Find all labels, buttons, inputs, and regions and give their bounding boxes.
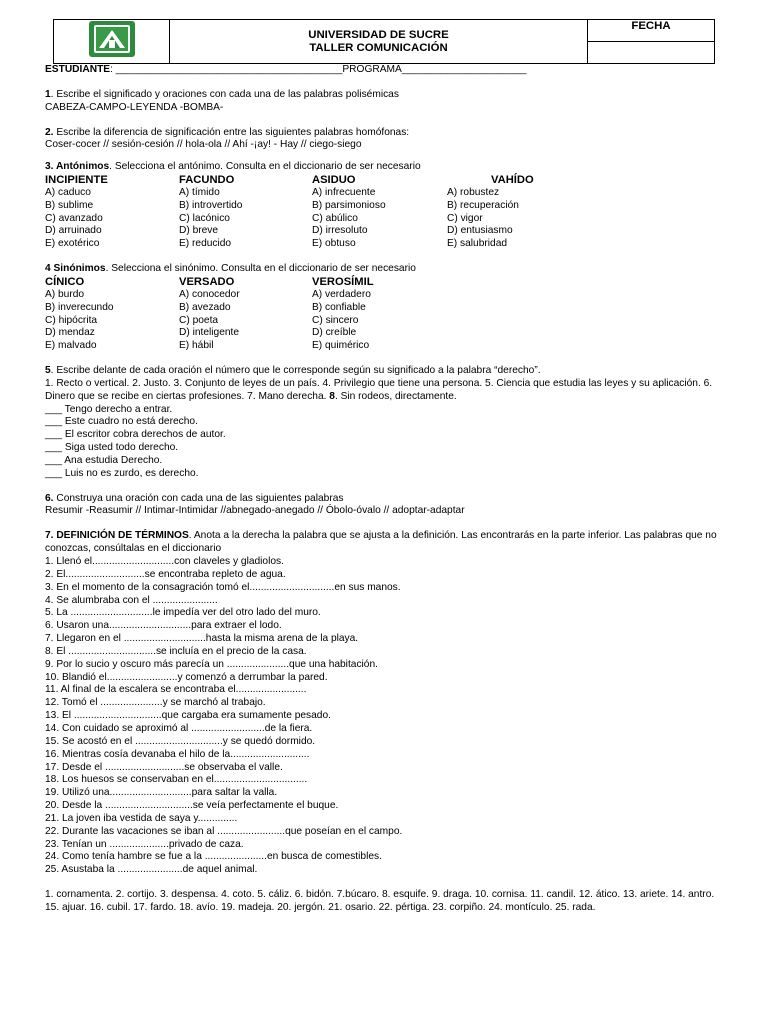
derecho-meanings: 1. Recto o vertical. 2. Justo. 3. Conjunto de leyes de un país. 4. Privilegio que tiene una persona. 5. Ciencia que estudia las leyes y su aplicación. 6. Dinero que se recibe en ciertas profesiones. 7. Mano derecha. 8. Sin rodeos, directamente. bbox=[45, 377, 713, 402]
antonym-option[interactable]: A) caduco bbox=[45, 186, 91, 198]
antonym-option[interactable]: B) sublime bbox=[45, 199, 94, 211]
definition-item[interactable]: 11. Al final de la escalera se encontraba el......................... bbox=[45, 684, 307, 696]
student-label: ESTUDIANTE bbox=[45, 64, 111, 75]
antonyms-header: FACUNDO bbox=[179, 174, 235, 187]
derecho-item[interactable]: ___ Tengo derecho a entrar. bbox=[45, 403, 173, 415]
definition-item[interactable]: 23. Tenían un .....................privado de caza. bbox=[45, 838, 244, 850]
antonym-option[interactable]: D) entusiasmo bbox=[447, 225, 513, 237]
definition-item[interactable]: 20. Desde la ...............................se veía perfectamente el buque. bbox=[45, 800, 339, 812]
synonyms-grid bbox=[45, 276, 725, 353]
synonym-option[interactable]: B) inverecundo bbox=[45, 301, 114, 313]
definition-item[interactable]: 7. Llegaron en el .............................hasta la misma arena de la playa. bbox=[45, 633, 359, 645]
synonym-option[interactable]: A) burdo bbox=[45, 288, 85, 300]
definition-item[interactable]: 1. Llenó el.............................con claveles y gladiolos. bbox=[45, 556, 284, 567]
antonym-option[interactable]: B) introvertido bbox=[179, 199, 243, 211]
shield-logo-icon bbox=[87, 20, 137, 58]
definition-item[interactable]: 3. En el momento de la consagración tomó el..............................en sus manos. bbox=[45, 581, 401, 593]
antonym-option[interactable]: A) robustez bbox=[447, 186, 500, 198]
definition-item[interactable]: 14. Con cuidado se aproximó al ..........................de la fiera. bbox=[45, 722, 313, 734]
antonym-option[interactable]: C) vigor bbox=[447, 212, 483, 224]
definition-item[interactable]: 12. Tomó el ......................y se marchó al trabajo. bbox=[45, 697, 266, 709]
antonyms-grid bbox=[45, 174, 725, 251]
antonym-option[interactable]: E) reducido bbox=[179, 238, 232, 250]
synonym-option[interactable]: A) conocedor bbox=[179, 288, 240, 300]
definition-item[interactable]: 6. Usaron una.............................para extraer el lodo. bbox=[45, 620, 282, 632]
antonyms-header: ASIDUO bbox=[312, 174, 356, 187]
header-title-cell bbox=[170, 20, 588, 64]
synonym-option[interactable]: C) sincero bbox=[312, 314, 359, 326]
student-line bbox=[45, 64, 725, 77]
antonym-option[interactable]: A) infrecuente bbox=[312, 186, 376, 198]
synonym-option[interactable]: D) mendaz bbox=[45, 327, 95, 339]
synonyms-header: VERSADO bbox=[179, 275, 235, 288]
definition-item[interactable]: 15. Se acostó en el ...............................y se quedó dormido. bbox=[45, 735, 316, 747]
antonym-option[interactable]: D) irresoluto bbox=[312, 225, 368, 237]
synonym-option[interactable]: C) hipócrita bbox=[45, 314, 98, 326]
definition-item[interactable]: 25. Asustaba la .......................de aquel animal. bbox=[45, 864, 258, 876]
synonym-option[interactable]: E) malvado bbox=[45, 340, 97, 352]
university-name: UNIVERSIDAD DE SUCRE bbox=[308, 28, 449, 41]
antonym-option[interactable]: E) exotérico bbox=[45, 238, 100, 250]
definition-item[interactable]: 22. Durante las vacaciones se iban al ........................que poseían en el campo. bbox=[45, 825, 403, 837]
derecho-item[interactable]: ___ Luis no es zurdo, es derecho. bbox=[45, 467, 199, 479]
definition-item[interactable]: 18. Los huesos se conservaban en el................................. bbox=[45, 774, 308, 786]
definition-item[interactable]: 4. Se alumbraba con el ....................... bbox=[45, 594, 218, 606]
antonym-option[interactable]: B) recuperación bbox=[447, 199, 519, 211]
fecha-label: FECHA bbox=[588, 20, 715, 42]
synonym-option[interactable]: E) hábil bbox=[179, 340, 214, 352]
fecha-field[interactable] bbox=[588, 42, 715, 64]
antonym-option[interactable]: B) parsimonioso bbox=[312, 199, 386, 211]
antonyms-header: INCIPIENTE bbox=[45, 174, 108, 187]
antonym-option[interactable]: A) tímido bbox=[179, 186, 220, 198]
university-logo bbox=[54, 20, 170, 64]
derecho-item[interactable]: ___ El escritor cobra derechos de autor. bbox=[45, 429, 226, 441]
course-name: TALLER COMUNICACIÓN bbox=[309, 41, 448, 54]
antonym-option[interactable]: C) abúlico bbox=[312, 212, 358, 224]
section-6-words: Resumir -Reasumir // Intimar-Intimidar //abnegado-anegado // Óbolo-óvalo // adoptar-adaptar bbox=[45, 505, 465, 517]
section-4-instruction: 4 Sinónimos. Selecciona el sinónimo. Consulta en el diccionario de ser necesario bbox=[45, 263, 416, 275]
antonym-option[interactable]: D) breve bbox=[179, 225, 219, 237]
synonym-option[interactable]: D) inteligente bbox=[179, 327, 240, 339]
definition-item[interactable]: 16. Mientras cosía devanaba el hilo de la............................ bbox=[45, 748, 310, 760]
synonym-option[interactable]: E) quimérico bbox=[312, 340, 370, 352]
synonym-option[interactable]: B) avezado bbox=[179, 301, 231, 313]
derecho-item[interactable]: ___ Este cuadro no está derecho. bbox=[45, 416, 198, 428]
definition-item[interactable]: 24. Como tenía hambre se fue a la ......................en busca de comestibles. bbox=[45, 851, 382, 863]
derecho-item[interactable]: ___ Siga usted todo derecho. bbox=[45, 442, 179, 454]
definition-item[interactable]: 10. Blandió el.........................y comenzó a derrumbar la pared. bbox=[45, 671, 328, 683]
definition-item[interactable]: 13. El ...............................que cargaba era sumamente pesado. bbox=[45, 710, 331, 722]
section-2-words: Coser-cocer // sesión-cesión // hola-ola // Ahí -¡ay! - Hay // ciego-siego bbox=[45, 139, 362, 151]
synonym-option[interactable]: C) poeta bbox=[179, 314, 219, 326]
answer-key: 1. cornamenta. 2. cortijo. 3. despensa. 4. coto. 5. cáliz. 6. bidón. 7.búcaro. 8. esquife. 9. draga. 10. cornisa. 11. candil. 12. ático. 13. ariete. 14. antro. 15. ajuar. 16. cubil. 17. fardo. 18. avío. 19. madeja. 20. jergón. 21. osario. 22. pértiga. 23. corpiño. 24. montículo. 25. rada. bbox=[45, 889, 715, 913]
section-2-instruction: 2. Escribe la diferencia de significación entre las siguientes palabras homófonas: bbox=[45, 126, 410, 138]
synonyms-header: VEROSÍMIL bbox=[312, 275, 374, 288]
antonyms-header: VAHÍDO bbox=[491, 174, 534, 187]
definition-item[interactable]: 9. Por lo sucio y oscuro más parecía un ......................que una habitación. bbox=[45, 658, 378, 670]
section-7-instruction: 7. DEFINICIÓN DE TÉRMINOS. Anota a la derecha la palabra que se ajusta a la definición. Las encontrarás en la parte inferior. Las palabras que no conozcas, consúltalas en el diccionario bbox=[45, 530, 717, 555]
definition-item[interactable]: 2. El............................se encontraba repleto de agua. bbox=[45, 568, 286, 580]
antonym-option[interactable]: C) avanzado bbox=[45, 212, 103, 224]
synonyms-header: CÍNICO bbox=[45, 275, 85, 288]
section-3-instruction: 3. Antónimos. Selecciona el antónimo. Consulta en el diccionario de ser necesario bbox=[45, 161, 421, 173]
antonym-option[interactable]: E) obtuso bbox=[312, 238, 356, 250]
section-6-instruction: 6. Construya una oración con cada una de las siguientes palabras bbox=[45, 492, 344, 504]
student-line-rest[interactable]: : ________________________________________PROGRAMA______________________ bbox=[110, 64, 527, 75]
synonym-option[interactable]: D) creíble bbox=[312, 327, 357, 339]
worksheet-content bbox=[45, 64, 725, 915]
antonym-option[interactable]: D) arruinado bbox=[45, 225, 102, 237]
definition-item[interactable]: 17. Desde el ............................se observaba el valle. bbox=[45, 761, 283, 773]
section-1-words: CABEZA-CAMPO-LEYENDA -BOMBA- bbox=[45, 101, 224, 113]
section-1-instruction: 1. Escribe el significado y oraciones con cada una de las palabras polisémicas bbox=[45, 88, 399, 100]
synonym-option[interactable]: A) verdadero bbox=[312, 288, 371, 300]
antonym-option[interactable]: E) salubridad bbox=[447, 238, 508, 250]
derecho-item[interactable]: ___ Ana estudia Derecho. bbox=[45, 454, 163, 466]
synonym-option[interactable]: B) confiable bbox=[312, 301, 366, 313]
definition-item[interactable]: 21. La joven iba vestida de saya y.............. bbox=[45, 812, 238, 824]
header-table bbox=[53, 19, 715, 64]
definition-item[interactable]: 8. El ...............................se incluía en el precio de la casa. bbox=[45, 645, 307, 657]
definition-item[interactable]: 19. Utilizó una.............................para saltar la valla. bbox=[45, 787, 278, 799]
section-5-instruction: 5. Escribe delante de cada oración el número que le corresponde según su significado a la palabra “derecho”. bbox=[45, 365, 541, 377]
antonym-option[interactable]: C) lacónico bbox=[179, 212, 230, 224]
definition-item[interactable]: 5. La .............................le impedía ver del otro lado del muro. bbox=[45, 607, 321, 619]
